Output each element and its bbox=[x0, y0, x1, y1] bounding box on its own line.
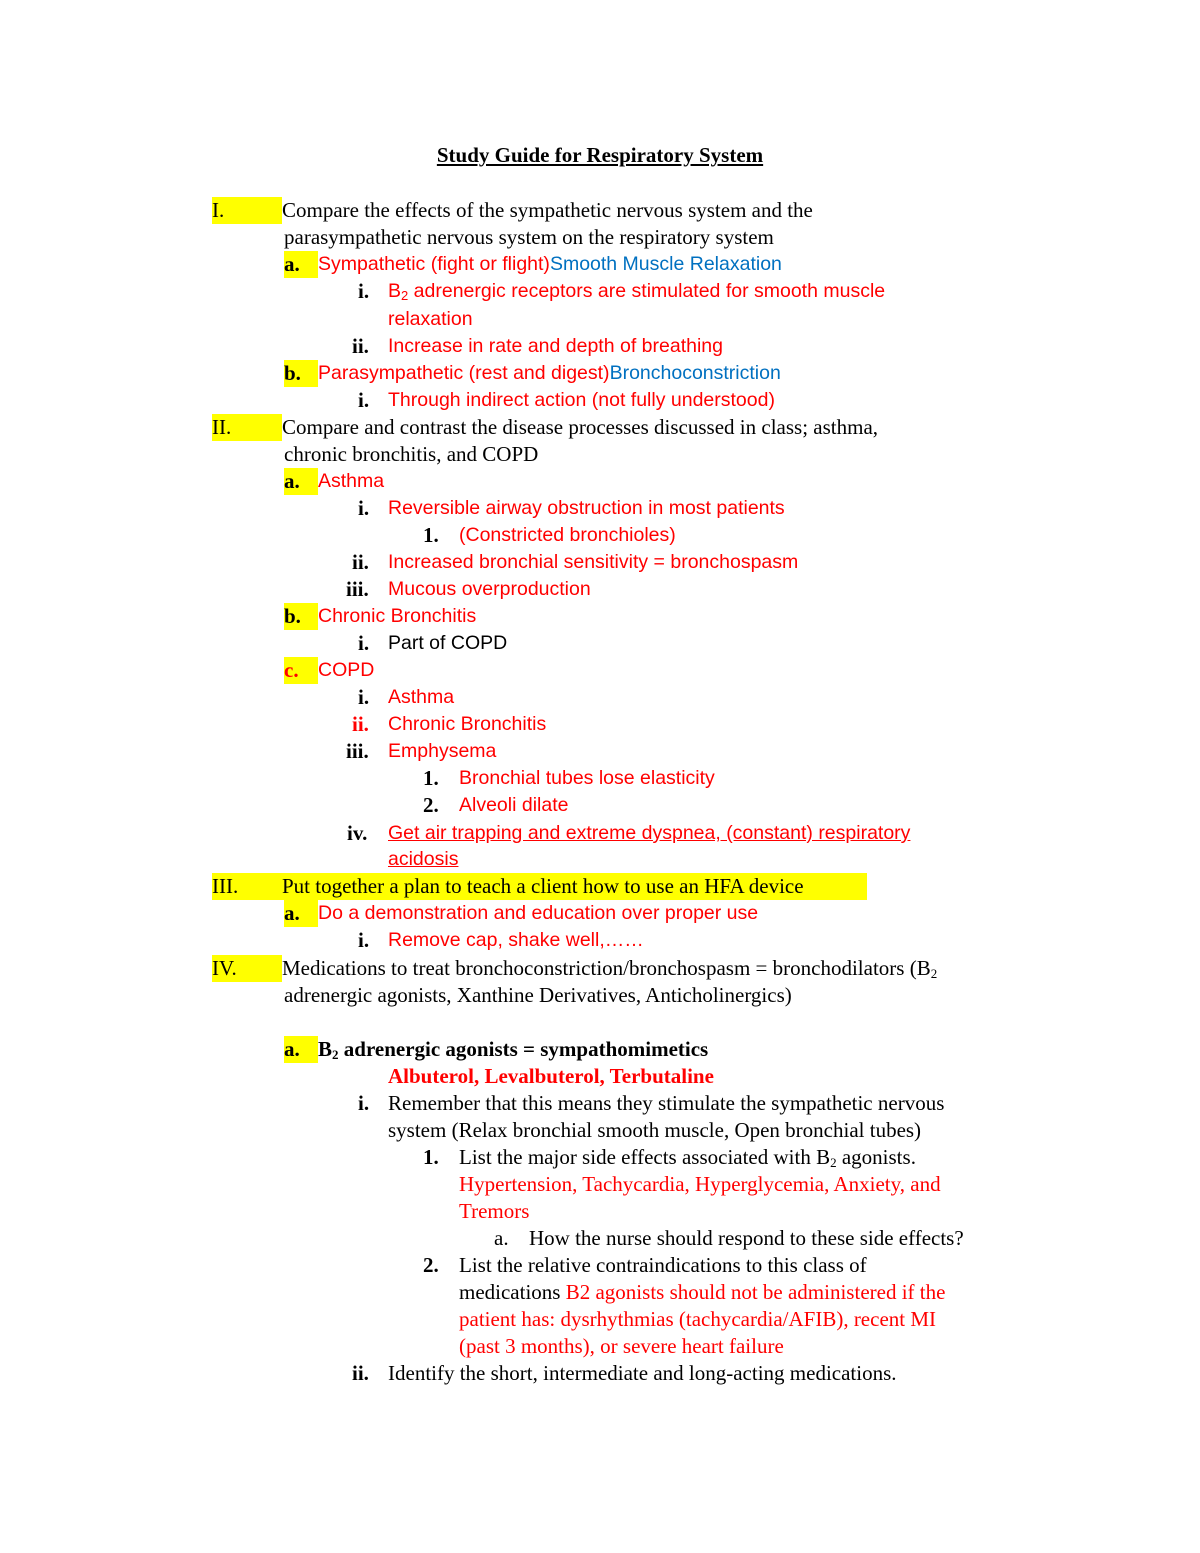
section-1a-marker: a. bbox=[284, 251, 318, 278]
section-2c-iii-item: Emphysema bbox=[388, 740, 497, 762]
section-2c-ii-item: Chronic Bronchitis bbox=[388, 713, 547, 735]
section-1b-item bbox=[318, 360, 781, 387]
section-1-text-line2: parasympathetic nervous system on the respiratory system bbox=[284, 225, 774, 249]
section-4a-i-2-line3: patient has: dysrhythmias (tachycardia/AFIB), recent MI bbox=[459, 1307, 937, 1331]
section-4a-i-1-a-item: How the nurse should respond to these side effects? bbox=[529, 1226, 964, 1250]
section-1a-i-item: $B_2$ adrenergic receptors are stimulated for smooth muscle bbox=[388, 280, 886, 303]
section-4a-i-item: Remember that this means they stimulate the sympathetic nervous bbox=[388, 1091, 945, 1115]
section-4a-marker: a. bbox=[284, 1036, 318, 1063]
section-4a-ii-marker: ii. bbox=[352, 1361, 369, 1385]
section-2c-iv-continuation: acidosis bbox=[388, 848, 459, 870]
section-2c-iii-2-marker: 2. bbox=[423, 793, 439, 817]
section-3-numeral: III. bbox=[212, 874, 239, 898]
section-3-heading bbox=[212, 873, 867, 900]
section-1-text-line1: Compare the effects of the sympathetic nervous system and the bbox=[282, 198, 813, 222]
section-2c-iii-2-item: Alveoli dilate bbox=[459, 794, 569, 816]
section-2a-i-item: Reversible airway obstruction in most patients bbox=[388, 497, 785, 519]
section-1b-i-marker: i. bbox=[358, 388, 370, 412]
page-title: Study Guide for Respiratory System bbox=[436, 143, 764, 167]
smooth-muscle-relaxation-label: Smooth Muscle Relaxation bbox=[549, 253, 782, 275]
section-4a-i-2-line2: medications B2 agonists should not be administered if the bbox=[459, 1280, 946, 1304]
section-2c-item: COPD bbox=[318, 659, 375, 681]
section-3a-item: Do a demonstration and education over proper use bbox=[318, 902, 759, 924]
side-effects-line1: Hypertension, Tachycardia, Hyperglycemia, Anxiety, and bbox=[459, 1172, 941, 1196]
section-2c-i-marker: i. bbox=[358, 685, 370, 709]
section-3-text: Put together a plan to teach a client how to use an HFA device bbox=[282, 874, 804, 898]
section-1a-i-marker: i. bbox=[358, 279, 370, 303]
section-2a-ii-item: Increased bronchial sensitivity = bronchospasm bbox=[388, 551, 799, 573]
section-2-text-line1: Compare and contrast the disease processes discussed in class; asthma, bbox=[282, 415, 879, 439]
section-3a-marker: a. bbox=[284, 900, 318, 927]
section-2a-iii-item: Mucous overproduction bbox=[388, 578, 591, 600]
section-2c-iii-1-item: Bronchial tubes lose elasticity bbox=[459, 767, 715, 789]
section-1a-i-continuation: relaxation bbox=[388, 308, 473, 330]
section-2c-iv-item: Get air trapping and extreme dyspnea, (constant) respiratory bbox=[388, 822, 911, 844]
section-4a-i-1-item: List the major side effects associated with $B_2$ agonists. bbox=[459, 1145, 916, 1170]
parasympathetic-label: Parasympathetic (rest and digest) bbox=[318, 362, 610, 384]
section-1b-i-item: Through indirect action (not fully understood) bbox=[388, 389, 775, 411]
section-2c-iv-marker: iv. bbox=[347, 821, 368, 845]
section-1-numeral: I. bbox=[212, 197, 282, 224]
section-2b-i-item: Part of COPD bbox=[388, 632, 508, 654]
section-4a-drug-list: Albuterol, Levalbuterol, Terbutaline bbox=[388, 1064, 714, 1088]
section-1a-ii-item: Increase in rate and depth of breathing bbox=[388, 335, 723, 357]
section-2c-i-item: Asthma bbox=[388, 686, 455, 708]
section-2b-item: Chronic Bronchitis bbox=[318, 605, 477, 627]
section-2b-marker: b. bbox=[284, 603, 318, 630]
section-1b-marker: b. bbox=[284, 360, 318, 387]
section-4-heading: IV. Medications to treat bronchoconstriction/bronchospasm = bronchodilators ($B_2$ bbox=[212, 956, 938, 981]
section-4a-i-1-marker: 1. bbox=[423, 1145, 439, 1169]
section-2-text-line2: chronic bronchitis, and COPD bbox=[284, 442, 539, 466]
section-4a-ii-item: Identify the short, intermediate and long-acting medications. bbox=[388, 1361, 897, 1385]
bronchoconstriction-label: Bronchoconstriction bbox=[609, 362, 781, 384]
section-2c-ii-marker: ii. bbox=[352, 712, 369, 736]
section-3a-i-marker: i. bbox=[358, 928, 370, 952]
section-2c-iii-marker: iii. bbox=[346, 739, 369, 763]
sympathetic-label: Sympathetic (fight or flight) bbox=[318, 253, 550, 275]
section-2a-i-1-item: (Constricted bronchioles) bbox=[459, 524, 676, 546]
section-4a-i-marker: i. bbox=[358, 1091, 370, 1115]
section-2-numeral: II. bbox=[212, 414, 282, 441]
section-2a-item: Asthma bbox=[318, 470, 385, 492]
section-4a-i-2-marker: 2. bbox=[423, 1253, 439, 1277]
section-4a-i-2-line4: (past 3 months), or severe heart failure bbox=[459, 1334, 784, 1358]
section-2c-iii-1-marker: 1. bbox=[423, 766, 439, 790]
section-4a-i-continuation: system (Relax bronchial smooth muscle, Open bronchial tubes) bbox=[388, 1118, 922, 1142]
section-4-text-line2: adrenergic agonists, Xanthine Derivatives, Anticholinergics) bbox=[284, 983, 792, 1007]
section-4-numeral: IV. bbox=[212, 955, 282, 982]
section-2a-iii-marker: iii. bbox=[346, 577, 369, 601]
section-2a-i-marker: i. bbox=[358, 496, 370, 520]
section-4a-i-1-a-marker: a. bbox=[494, 1226, 509, 1250]
section-4-text-line1: Medications to treat bronchoconstriction/bronchospasm = bronchodilators (B bbox=[282, 956, 931, 980]
section-2a-i-1-marker: 1. bbox=[423, 523, 439, 547]
section-2a-marker: a. bbox=[284, 468, 318, 495]
section-1a-ii-marker: ii. bbox=[352, 334, 369, 358]
section-2b-i-marker: i. bbox=[358, 631, 370, 655]
section-2c-marker: c. bbox=[284, 657, 318, 684]
section-2-heading bbox=[212, 414, 878, 441]
section-4a-i-2-item: List the relative contraindications to this class of bbox=[459, 1253, 867, 1277]
section-1a-item bbox=[318, 251, 782, 278]
section-2a-ii-marker: ii. bbox=[352, 550, 369, 574]
section-3a-i-item: Remove cap, shake well,…… bbox=[388, 929, 644, 951]
section-4a-heading: $B_2$ adrenergic agonists = sympathomimetics bbox=[318, 1037, 709, 1062]
section-1-heading bbox=[212, 197, 813, 224]
side-effects-line2: Tremors bbox=[459, 1199, 530, 1223]
